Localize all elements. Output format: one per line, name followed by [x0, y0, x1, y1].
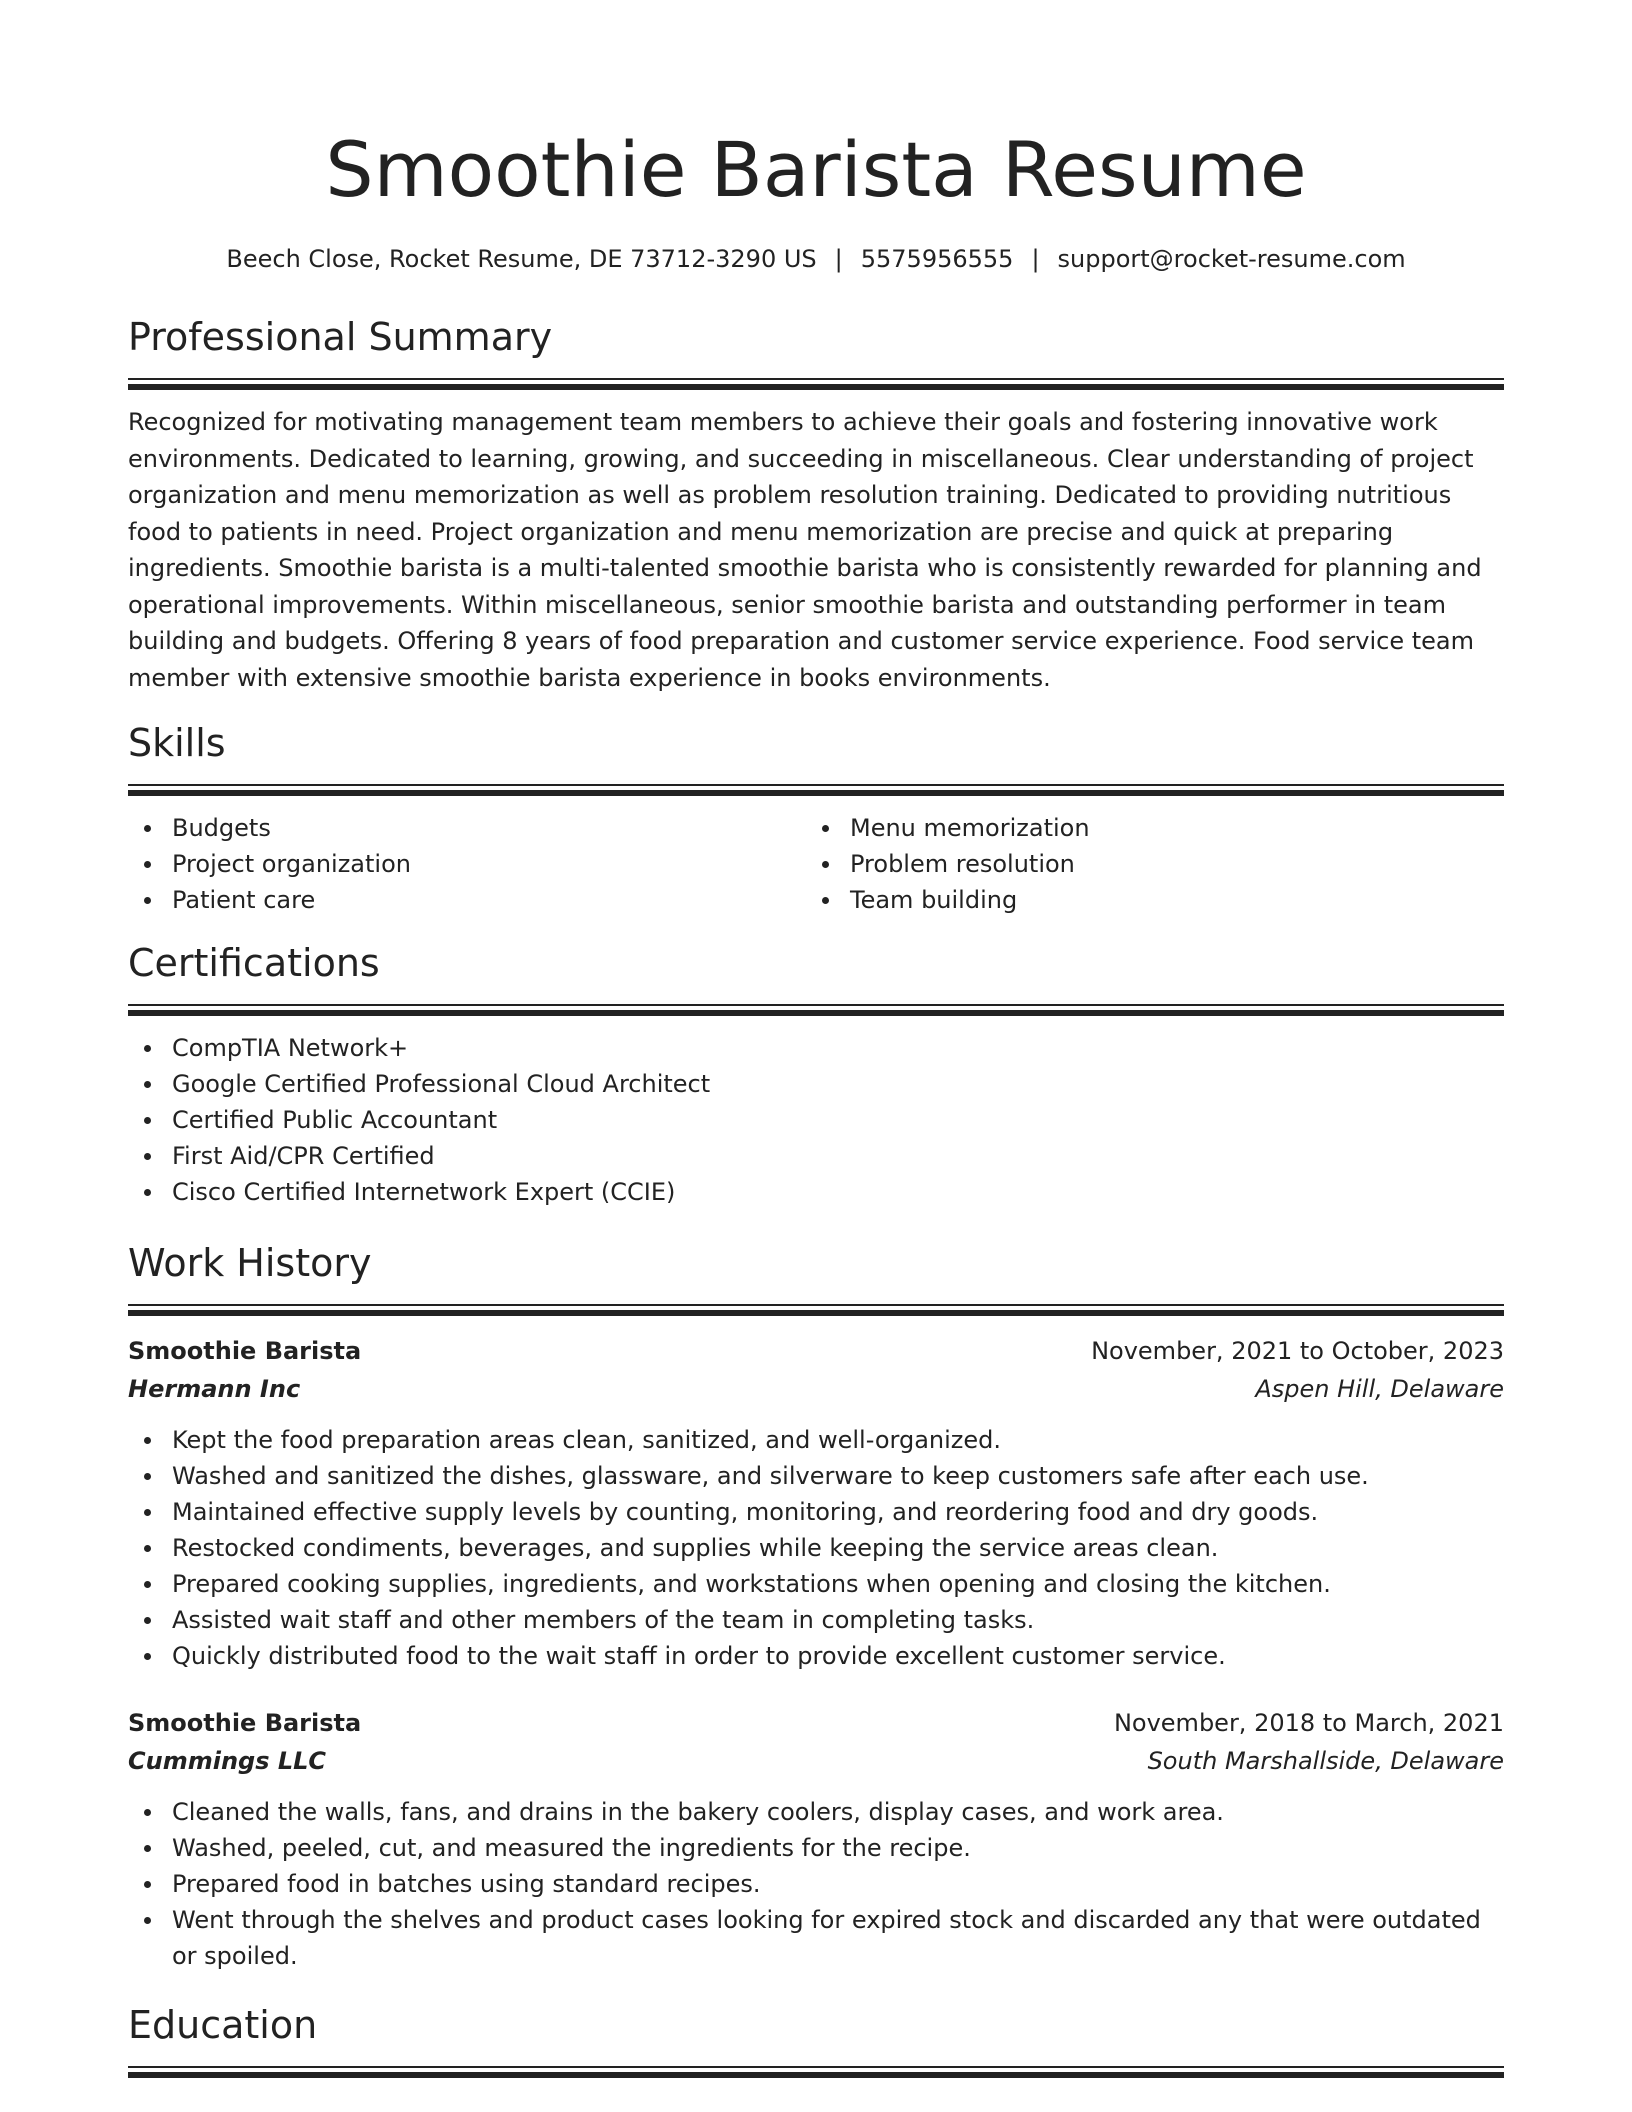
job-duty: Prepared cooking supplies, ingredients, and workstations when opening and closing the kitchen.	[128, 1566, 1504, 1602]
work-history-heading: Work History	[128, 1241, 372, 1285]
certification-item: Cisco Certified Internetwork Expert (CCIE)	[128, 1174, 1504, 1210]
certification-item: CompTIA Network+	[128, 1030, 1504, 1066]
summary-text: Recognized for motivating management team members to achieve their goals and fostering innovative work environments. Dedicated to learning, growing, and succeeding in miscellaneous. Clear understanding of project organization and menu memorization as well as problem resolution training. Dedicated to providing nutritious food to patients in need. Project organization and menu memorization are precise and quick at preparing ingredients. Smoothie barista is a multi-talented smoothie barista who is consistently rewarded for planning and operational improvements. Within miscellaneous, senior smoothie barista and outstanding performer in team building and budgets. Offering 8 years of food preparation and customer service experience. Food service team member with extensive smoothie barista experience in books environments.	[128, 408, 1482, 692]
certifications-section	[128, 938, 1504, 1210]
job-company: Cummings LLC	[128, 1747, 327, 1775]
job-location: South Marshallside, Delaware	[1147, 1747, 1504, 1775]
job-duty: Quickly distributed food to the wait staff in order to provide excellent customer service.	[128, 1638, 1504, 1674]
skills-right-list	[806, 810, 1484, 918]
skills-columns	[128, 798, 1504, 918]
skill-item: Patient care	[128, 882, 806, 918]
job-location: Aspen Hill, Delaware	[1255, 1375, 1504, 1403]
job-duties-list	[128, 1408, 1504, 1674]
section-divider	[128, 378, 1504, 392]
contact-separator: |	[1031, 245, 1040, 273]
resume-page	[128, 0, 1504, 2080]
job-company: Hermann Inc	[128, 1375, 301, 1403]
job-dates: November, 2018 to March, 2021	[1113, 1709, 1504, 1737]
job-dates: November, 2021 to October, 2023	[1091, 1337, 1504, 1365]
work-history-section	[128, 1238, 1504, 1974]
job-duties-list	[128, 1780, 1504, 1974]
contact-line	[128, 242, 1504, 276]
certification-item: Google Certified Professional Cloud Architect	[128, 1066, 1504, 1102]
job-duty: Washed and sanitized the dishes, glassware, and silverware to keep customers safe after each use.	[128, 1458, 1504, 1494]
job-title: Smoothie Barista	[128, 1709, 362, 1737]
job-header-row	[128, 1704, 1504, 1742]
contact-phone: 5575956555	[860, 245, 1014, 273]
education-heading: Education	[128, 2003, 318, 2047]
job-header-row	[128, 1332, 1504, 1370]
summary-heading: Professional Summary	[128, 315, 553, 359]
skills-heading: Skills	[128, 721, 226, 765]
section-divider	[128, 1304, 1504, 1318]
certifications-heading: Certifications	[128, 941, 380, 985]
certification-item: First Aid/CPR Certified	[128, 1138, 1504, 1174]
job-duty: Assisted wait staff and other members of the team in completing tasks.	[128, 1602, 1504, 1638]
education-section	[128, 2000, 1504, 2080]
job-entry	[128, 1704, 1504, 1974]
contact-email: support@rocket-resume.com	[1057, 245, 1406, 273]
certifications-list	[128, 1018, 1504, 1210]
skill-item: Problem resolution	[806, 846, 1484, 882]
skill-item: Project organization	[128, 846, 806, 882]
job-subheader-row	[128, 1370, 1504, 1408]
skills-left-list	[128, 810, 806, 918]
skills-section	[128, 718, 1504, 918]
job-duty: Went through the shelves and product cases looking for expired stock and discarded any that were outdated or spoiled.	[128, 1902, 1504, 1974]
job-duty: Washed, peeled, cut, and measured the ingredients for the recipe.	[128, 1830, 1504, 1866]
job-duty: Restocked condiments, beverages, and supplies while keeping the service areas clean.	[128, 1530, 1504, 1566]
section-divider	[128, 784, 1504, 798]
contact-separator: |	[834, 245, 843, 273]
job-subheader-row	[128, 1742, 1504, 1780]
certification-item: Certified Public Accountant	[128, 1102, 1504, 1138]
section-divider	[128, 2066, 1504, 2080]
contact-address: Beech Close, Rocket Resume, DE 73712-3290 US	[226, 245, 817, 273]
skill-item: Team building	[806, 882, 1484, 918]
skill-item: Menu memorization	[806, 810, 1484, 846]
job-entry	[128, 1332, 1504, 1674]
resume-title: Smoothie Barista Resume	[325, 125, 1307, 214]
job-title: Smoothie Barista	[128, 1337, 362, 1365]
summary-section	[128, 312, 1504, 696]
job-duty: Cleaned the walls, fans, and drains in the bakery coolers, display cases, and work area.	[128, 1794, 1504, 1830]
job-duty: Prepared food in batches using standard recipes.	[128, 1866, 1504, 1902]
job-duty: Maintained effective supply levels by counting, monitoring, and reordering food and dry goods.	[128, 1494, 1504, 1530]
job-duty: Kept the food preparation areas clean, sanitized, and well-organized.	[128, 1422, 1504, 1458]
section-divider	[128, 1004, 1504, 1018]
skill-item: Budgets	[128, 810, 806, 846]
